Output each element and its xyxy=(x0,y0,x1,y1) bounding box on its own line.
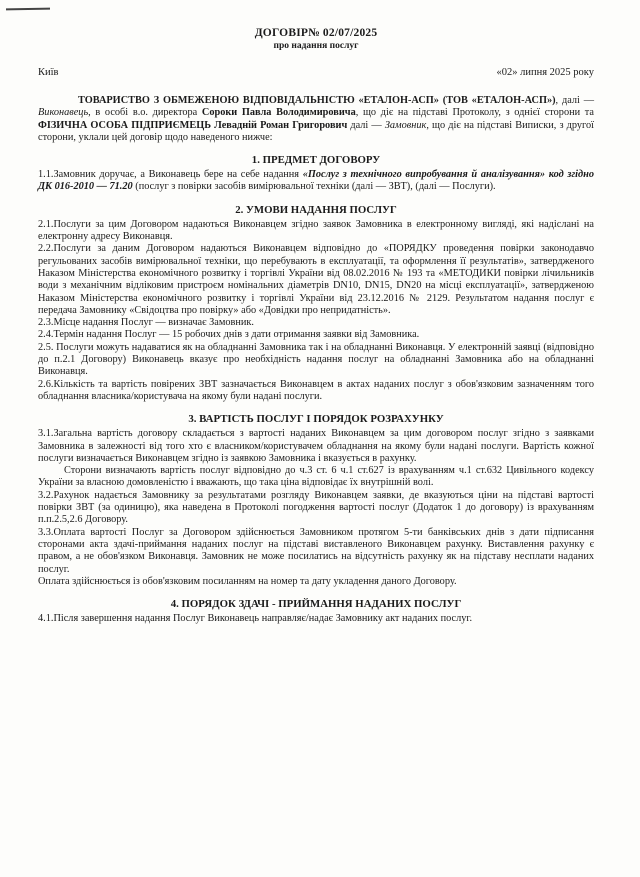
contract-subtitle: про надання послуг xyxy=(273,41,359,51)
clause-3-1-continued: Сторони визначають вартість послуг відповідно до ч.3 ст. 6 ч.1 ст.627 із врахуванням ч.1 ст.632 Цивільного кодексу України за власною домовленістю і вважають, що така ціна відповідає їх внутрішній волі. xyxy=(38,465,594,489)
role-executor: Виконавець xyxy=(38,107,89,119)
section-4-title: 4. ПОРЯДОК ЗДАЧІ - ПРИЙМАННЯ НАДАНИХ ПОСЛУГ xyxy=(170,598,462,611)
director-name: Сороки Павла Володимировича xyxy=(201,107,356,119)
clause-text: 1.1.Замовник доручає, а Виконавець бере на себе надання xyxy=(38,169,303,181)
service-name: «Послуг з технічного випробування й аналізування» код згідно ДК 016-2010 — 71.20 xyxy=(38,169,595,193)
section-3-title: 3. ВАРТІСТЬ ПОСЛУГ І ПОРЯДОК РОЗРАХУНКУ xyxy=(188,413,444,426)
preamble xyxy=(38,95,594,144)
preamble-text: , що діє на підставі Виписки, з другої сторони, уклали цей договір щодо наведеного нижче: xyxy=(38,119,595,143)
clause-text: (послуг з повірки засобів вимірювальної техніки (далі — ЗВТ), (далі — Послуги). xyxy=(132,181,496,193)
clause-3-2: 3.2.Рахунок надається Замовнику за результатами розгляду Виконавцем заявки, де вказуються ціни на підставі вартості повірки ЗВТ (за одиницю), яка наведена в Протоколі погодження вартості послуг (Додаток 1 до договору) із врахуванням п.п.2.5,2.6 Договору. xyxy=(38,489,594,526)
section-2-title: 2. УМОВИ НАДАННЯ ПОСЛУГ xyxy=(235,203,397,216)
clause-1-1 xyxy=(38,169,594,194)
role-customer: Замовник xyxy=(384,119,427,131)
corner-mark xyxy=(6,8,50,11)
clause-2-3: 2.3.Місце надання Послуг — визначає Замовник. xyxy=(38,317,254,329)
clause-3-1: 3.1.Загальна вартість договору складається з вартості наданих Виконавцем за цим договором послуг згідно з заявками Замовника в залежності від того хто є власником/користувачем обладнання на якому були надані послуги. Вартість кожної послуги визначається Виконавцем згідно із заявкою Замовника і вказується в рахунку. xyxy=(38,428,594,464)
clause-2-5: 2.5. Послуги можуть надаватися як на обладнанні Замовника так і на обладнанні Виконавця. У електронній заявці (відповідно до п.2.1 Договору) Виконавець вказує про необхідність надання послуг на обладнанні Замовника або на обладнанні Виконавця. xyxy=(38,341,594,378)
place-date-row xyxy=(38,67,594,79)
clause-3-3: 3.3.Оплата вартості Послуг за Договором здійснюється Замовником протягом 5-ти банківських днів з дати підписання сторонами акта здачі-приймання наданих послуг на підставі виставленого Виконавцем рахунку. Виставлення рахунку є правом, а не обов'язком Виконавця. Замовник не може посилатись на відсутність рахунку як на підставу несплати наданих послуг. xyxy=(38,526,594,575)
party1-name: ТОВАРИСТВО З ОБМЕЖЕНОЮ ВІДПОВІДАЛЬНІСТЮ «ЕТАЛОН-АСП» (ТОВ «ЕТАЛОН-АСП») xyxy=(78,95,556,106)
section-1-title: 1. ПРЕДМЕТ ДОГОВОРУ xyxy=(251,154,381,167)
clause-2-4: 2.4.Термін надання Послуг — 15 робочих днів з дати отримання заявки від Замовника. xyxy=(38,329,420,341)
party2-name: ФІЗИЧНА ОСОБА ПІДПРИЄМЕЦЬ Левадній Роман Григорович xyxy=(38,119,348,131)
clause-2-1: 2.1.Послуги за цим Договором надаються Виконавцем згідно заявок Замовника в електронному вигляді, які надіслані на електронну адресу Виконавця. xyxy=(38,218,594,243)
payment-note: Оплата здійснюється із обов'язковим посиланням на номер та дату укладення даного Договору. xyxy=(38,575,457,587)
clause-2-6: 2.6.Кількість та вартість повірених ЗВТ зазначається Виконавцем в актах наданих послуг з обов'язковим зазначенням того обладнання власника/користувача на якому були надані послуги. xyxy=(38,378,594,402)
contract-place: Київ xyxy=(38,67,59,78)
contract-title: ДОГОВІР№ 02/07/2025 xyxy=(254,27,378,39)
preamble-text: далі — xyxy=(347,119,385,131)
clause-2-2: 2.2.Послуги за даним Договором надаються Виконавцем відповідно до «ПОРЯДКУ проведення повірки законодавчо регульованих засобів вимірювальної техніки, що перебувають в експлуатації, та оформлення її результатів», затвердженого Наказом Міністерства економічного розвитку і торгівлі України від 08.02.2016 № 193 та «МЕТОДИКИ повірки лічильників води з механічним відліковим пристроєм номінальних діаметрів DN10, DN15, DN20 на місці експлуатації», затвердженою Наказом Міністерства економічного розвитку і торгівлі України від 23.12.2016 № 2129. Результатом надання послуг є передача Замовнику «Свідоцтва про повірку» або «Довідки про непридатність». xyxy=(38,243,594,316)
preamble-text: , що діє на підставі Протоколу, з однієї сторони та xyxy=(355,107,594,119)
clause-4-1: 4.1.Після завершення надання Послуг Виконавець направляє/надає Замовнику акт наданих послуг. xyxy=(38,613,473,625)
preamble-text: , далі — xyxy=(555,95,594,106)
preamble-text: , в особі в.о. директора xyxy=(88,107,202,119)
document-page xyxy=(38,26,594,625)
contract-date: «02» липня 2025 року xyxy=(496,67,594,78)
